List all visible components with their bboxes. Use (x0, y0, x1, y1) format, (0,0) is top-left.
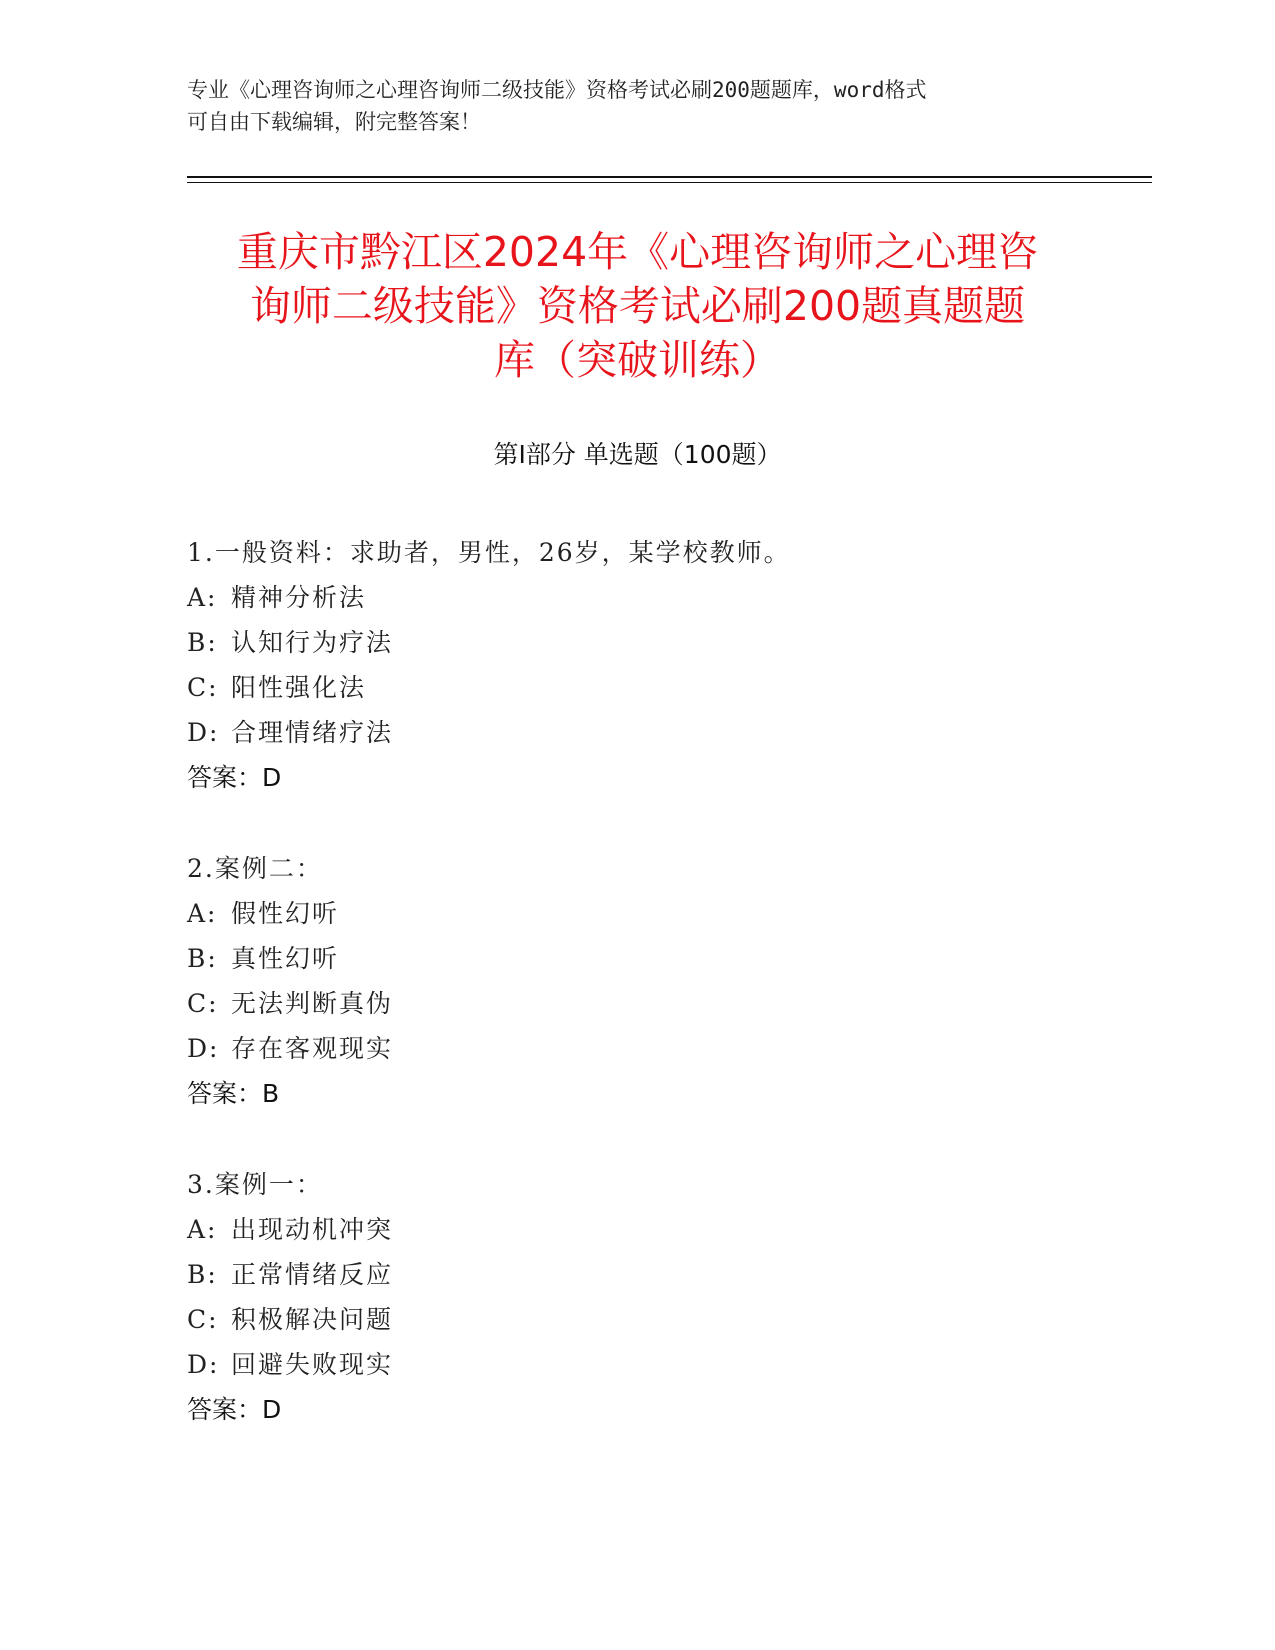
question-list (187, 530, 1137, 1478)
option-c (187, 665, 1137, 710)
option-text: 积极解决问题 (231, 1305, 394, 1334)
option-text: 无法判断真伪 (231, 989, 394, 1018)
question-stem: 2.案例二： (187, 854, 323, 883)
option-text: 存在客观现实 (231, 1034, 394, 1063)
option-a (187, 575, 1137, 620)
option-key: A: (187, 899, 218, 928)
option-d (187, 1026, 1137, 1071)
question-stem: 3.案例一： (187, 1170, 323, 1199)
question-stem: 1.一般资料：求助者，男性，26岁，某学校教师。 (187, 538, 791, 567)
header-divider-thick (187, 176, 1152, 178)
question-3 (187, 1162, 1137, 1432)
option-text: 认知行为疗法 (231, 628, 394, 657)
option-text: 精神分析法 (231, 583, 367, 612)
answer-line: 答案：D (187, 763, 282, 792)
option-key: C: (187, 1305, 219, 1334)
option-text: 出现动机冲突 (231, 1215, 394, 1244)
option-key: C: (187, 673, 219, 702)
option-c (187, 1297, 1137, 1342)
document-title-line-2: 询师二级技能》资格考试必刷200题真题题 (249, 282, 1026, 330)
option-text: 假性幻听 (231, 899, 340, 928)
option-key: D: (187, 1034, 220, 1063)
option-text: 阳性强化法 (231, 673, 367, 702)
option-text: 合理情绪疗法 (231, 718, 394, 747)
option-key: D: (187, 718, 220, 747)
option-key: D: (187, 1350, 220, 1379)
header-note-line-1: 专业《心理咨询师之心理咨询师二级技能》资格考试必刷200题题库，word格式 (187, 78, 927, 102)
option-d (187, 1342, 1137, 1387)
option-text: 回避失败现实 (231, 1350, 394, 1379)
answer-line: 答案：B (187, 1079, 280, 1108)
document-title (150, 225, 1125, 387)
option-b (187, 1252, 1137, 1297)
option-c (187, 981, 1137, 1026)
option-key: A: (187, 583, 218, 612)
header-note-line-2: 可自由下载编辑，附完整答案！ (187, 110, 481, 134)
option-key: A: (187, 1215, 218, 1244)
option-key: C: (187, 989, 219, 1018)
option-text: 正常情绪反应 (231, 1260, 394, 1289)
answer-line: 答案：D (187, 1395, 282, 1424)
option-key: B: (187, 944, 218, 973)
option-d (187, 710, 1137, 755)
header-note (187, 74, 1087, 138)
document-title-line-1: 重庆市黔江区2024年《心理咨询师之心理咨 (236, 228, 1039, 276)
document-title-line-3: 库（突破训练） (494, 336, 781, 384)
option-text: 真性幻听 (231, 944, 340, 973)
header-divider-thin (187, 182, 1152, 183)
question-2 (187, 846, 1137, 1116)
option-key: B: (187, 628, 218, 657)
option-b (187, 620, 1137, 665)
option-b (187, 936, 1137, 981)
section-heading: 第Ⅰ部分 单选题（100题） (493, 440, 782, 469)
option-a (187, 1207, 1137, 1252)
option-key: B: (187, 1260, 218, 1289)
option-a (187, 891, 1137, 936)
question-1 (187, 530, 1137, 800)
